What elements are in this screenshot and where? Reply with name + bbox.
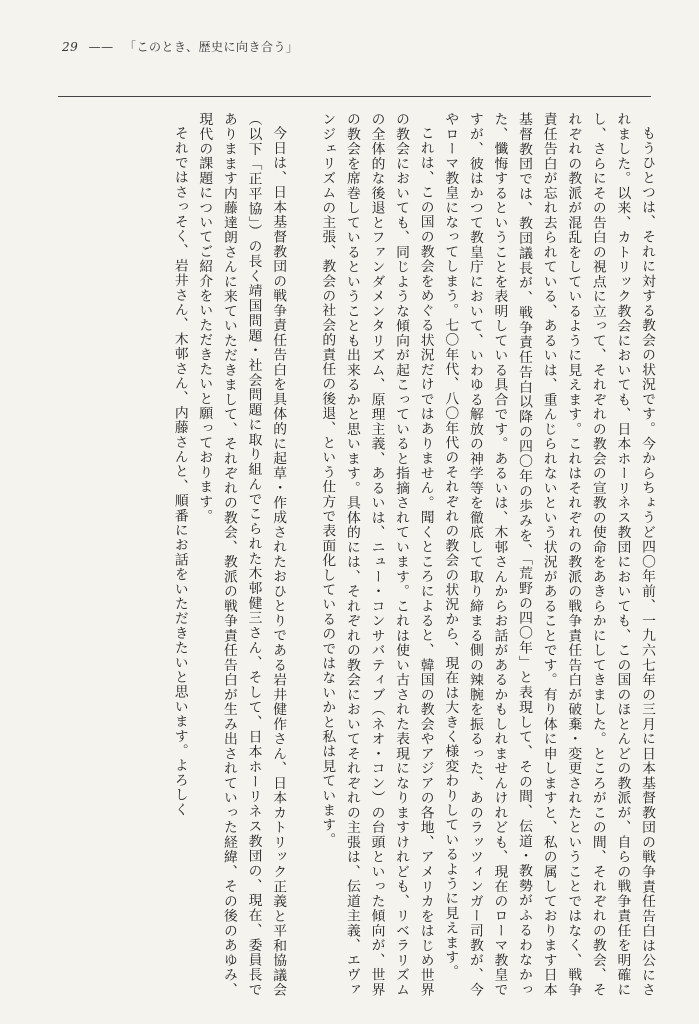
body-text <box>39 112 659 997</box>
paragraph: これは、この国の教会をめぐる状況だけではありません。聞くところによると、韓国の教会やアジアの各地、アメリカをはじめ世界の教会においても、同じような傾向が起こっていると指摘されています。これは使い古された表現になりますけれども、リベラリズムの全体的な後退とファンダメンタリズム、原理主義、あるいは、ニュー・コンサバティブ（ネオ・コン）の台頭といった傾向が、世界の教会を席巻しているということも出来るかと思います。具体的には、それぞれの教会においてそれぞれの主張は、伝道主義、エヴァンジェリズムの主張、教会の社会的責任の後退、という仕方で表面化しているのではないかと私は見ています。 <box>319 112 434 997</box>
page-number: 29 <box>62 40 79 54</box>
chapter-title: 「このとき、歴史に向き合う」 <box>123 40 299 54</box>
paragraph: それではさっそく、岩井さん、木邨さん、内藤さんと、順番にお話をいただきたいと思います。よろしく <box>171 125 188 817</box>
header-rule <box>58 96 651 97</box>
running-header <box>62 38 298 55</box>
paragraph: 今日は、日本基督教団の戦争責任告白を具体的に起草・作成されたおひとりである岩井健作さん、日本カトリック正義と平和協議会（以下「正平協」）の長く靖国問題・社会問題に取り組んでこられた木邨健三さん、そして、日本ホーリネス教団の、現在、委員長でありまます内藤達朗さんに来ていただきまして、それぞれの教会、教派の戦争責任告白が生み出されていった経緯、その後のあゆみ、現代の課題についてご紹介をいただきたいと願っております。 <box>196 112 287 997</box>
paragraph: もうひとつは、それに対する教会の状況です。今からちょうど四〇年前、一九六七年の三月に日本基督教団の戦争責任告白は公にされました。以来、カトリック教会においても、日本ホーリネス教団においても、この国のほとんどの教派が、自らの戦争責任を明確にし、さらにその告白の視点に立って、それぞれの教会の宣教の使命をあきらかにしてきました。ところがこの間、それぞれの教会、それぞれの教派が混乱をしているように見えます。これはそれぞれの教派の戦争責任告白が破棄・変更されたということではなく、戦争責任告白が忘れ去られている、あるいは、重んじられないという状況があることです。有り体に申しますと、私の属しております日本基督教団では、教団議長が、戦争責任告白以降の四〇年の歩みを、「荒野の四〇年」と表現して、その間、伝道・教勢がふるわなかった、懺悔するということを表明している具合です。あるいは、木邨さんからお話があるかもしれませんけれども、現在のローマ教皇ですが、彼はかつて教皇庁において、いわゆる解放の神学等を徹底して取り締まる側の辣腕を振るった、あのラッツィンガー司教が、今やローマ教皇になってしまう。七〇年代、八〇年代のそれぞれの教会の状況から、現在は大きく様変わりしているように見えます。 <box>442 112 655 997</box>
header-dash: —— <box>88 40 114 54</box>
